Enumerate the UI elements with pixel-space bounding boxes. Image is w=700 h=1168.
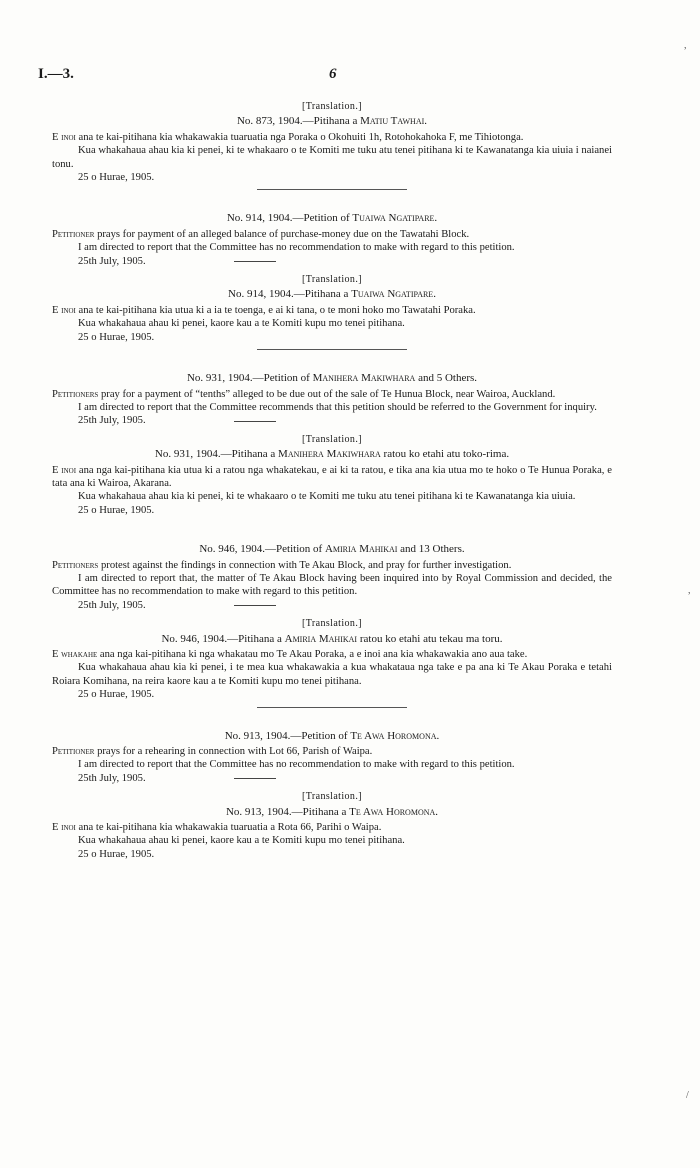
petition-title: No. 913, 1904.—Petition of Te Awa Horomona. — [224, 729, 440, 742]
petition-prayer: Petitioner prays for a rehearing in connection with Lot 66, Parish of Waipa. — [52, 746, 373, 758]
section-divider — [257, 189, 407, 190]
petition-title: No. 913, 1904.—Pitihana a Te Awa Horomona. — [225, 805, 439, 818]
page-reference: I.—3. — [38, 66, 74, 82]
page-number: 6 — [329, 66, 337, 82]
committee-report: Kua whakahaua ahau kia ki penei, i te mea kua whakawakia a kua whakataua nga take e pa ana ki Te Akau Poraka e tetahi Roiara Komihana, na reira kaore kau a te Komiti kupu mo tenei pitihana. — [52, 662, 612, 687]
committee-report: I am directed to report that the Committee recommends that this petition should be referred to the Government for inquiry. — [78, 401, 597, 413]
margin-mark: , — [688, 585, 691, 596]
petition-prayer: E inoi ana te kai-pitihana kia whakawakia tuaruatia a Rota 66, Parihi o Waipa. — [52, 822, 382, 834]
section-divider — [257, 349, 407, 350]
report-date: 25th July, 1905. — [78, 772, 146, 784]
petition-section — [52, 212, 612, 268]
report-date: 25th July, 1905. — [78, 599, 146, 611]
petition-prayer: Petitioners pray for a payment of “tenths” alleged to be due out of the sale of Te Hunua Block, near Wairoa, Auckland. — [52, 388, 556, 400]
translation-label: [Translation.] — [302, 791, 362, 803]
report-date: 25 o Hurae, 1905. — [78, 689, 155, 701]
report-date: 25 o Hurae, 1905. — [78, 848, 155, 860]
translation-label: [Translation.] — [302, 618, 362, 630]
translation-label: [Translation.] — [302, 101, 362, 112]
petition-section — [52, 273, 612, 344]
petition-prayer: E inoi ana te kai-pitihana kia utua ki a ia te toenga, e ai ki tana, o te moni hoko mo Tawatahi Poraka. — [52, 304, 476, 316]
petition-title: No. 946, 1904.—Pitihana a Amiria Mahikai ratou ko etahi atu tekau ma toru. — [161, 632, 503, 645]
margin-mark: , — [684, 40, 687, 51]
petition-title: No. 914, 1904.—Pitihana a Tuaiwa Ngatipare. — [228, 288, 436, 301]
petition-title: No. 914, 1904.—Petition of Tuaiwa Ngatipare. — [226, 212, 438, 225]
report-date: 25th July, 1905. — [78, 415, 146, 427]
report-date: 25 o Hurae, 1905. — [78, 504, 155, 516]
committee-report: Kua whakahaua ahau kia ki penei, ki te whakaaro o te Komiti me tuku atu tenei pitihana ki te Kawanatanga kia uiuia i naianei tonu. — [52, 145, 612, 170]
committee-report: Kua whakahaua ahau kia ki penei, ki te whakaaro o te Komiti me tuku atu tenei pitihana ki te Kawanatanga kia uiuia. — [78, 491, 576, 503]
committee-report: Kua whakahaua ahau ki penei, kaore kau a te Komiti kupu mo tenei pitihana. — [78, 835, 405, 847]
translation-label: [Translation.] — [302, 433, 362, 445]
petition-title: No. 946, 1904.—Petition of Amiria Mahikai and 13 Others. — [199, 543, 465, 556]
petition-section — [52, 372, 612, 428]
short-divider — [234, 421, 276, 422]
petition-section — [52, 433, 612, 517]
short-divider — [234, 261, 276, 262]
petition-section — [52, 617, 612, 701]
margin-mark: / — [686, 1090, 689, 1101]
committee-report: Kua whakahaua ahau ki penei, kaore kau a te Komiti kupu mo tenei pitihana. — [78, 318, 405, 330]
report-date: 25 o Hurae, 1905. — [78, 172, 155, 184]
petition-title: No. 873, 1904.—Pitihana a Matiu Tawhai. — [236, 115, 428, 128]
petition-section — [52, 543, 612, 612]
petition-title: No. 931, 1904.—Pitihana a Manihera Makiwhara ratou ko etahi atu toko-rima. — [154, 448, 510, 461]
petition-section — [52, 790, 612, 861]
petition-prayer: E whakahe ana nga kai-pitihana ki nga whakatau mo Te Akau Poraka, a e inoi ana kia whakawakia ano aua take. — [52, 649, 528, 660]
committee-report: I am directed to report that the Committee has no recommendation to make with regard to this petition. — [78, 242, 515, 254]
document-body — [52, 100, 612, 861]
short-divider — [234, 605, 276, 606]
petition-section — [52, 730, 612, 786]
report-date: 25th July, 1905. — [78, 255, 146, 267]
committee-report: I am directed to report that, the matter of Te Akau Block having been inquired into by Royal Commission and decided, the Committee has no recommendation to make with regard to this petition. — [52, 572, 612, 598]
committee-report: I am directed to report that the Committee has no recommendation to make with regard to this petition. — [78, 759, 515, 771]
petition-prayer: E inoi ana nga kai-pitihana kia utua ki a ratou nga whakatekau, e ai ki ta ratou, e tika ana kia utua mo te hoko o Te Hunua Poraka, e tata ana ki Wairoa, Akarana. — [52, 464, 612, 489]
translation-label: [Translation.] — [302, 274, 362, 286]
petition-prayer: E inoi ana te kai-pitihana kia whakawakia tuaruatia nga Poraka o Okohuiti 1h, Rotohokahoka F, me Tihiotonga. — [52, 131, 524, 143]
petition-prayer: Petitioners protest against the findings in connection with Te Akau Block, and pray for further investigation. — [52, 559, 512, 571]
petition-section — [52, 100, 612, 184]
petition-prayer: Petitioner prays for payment of an alleged balance of purchase-money due on the Tawatahi Block. — [52, 228, 470, 240]
petition-title: No. 931, 1904.—Petition of Manihera Makiwhara and 5 Others. — [186, 372, 478, 385]
report-date: 25 o Hurae, 1905. — [78, 331, 155, 343]
page-header — [38, 66, 660, 90]
short-divider — [234, 778, 276, 779]
section-divider — [257, 707, 407, 708]
